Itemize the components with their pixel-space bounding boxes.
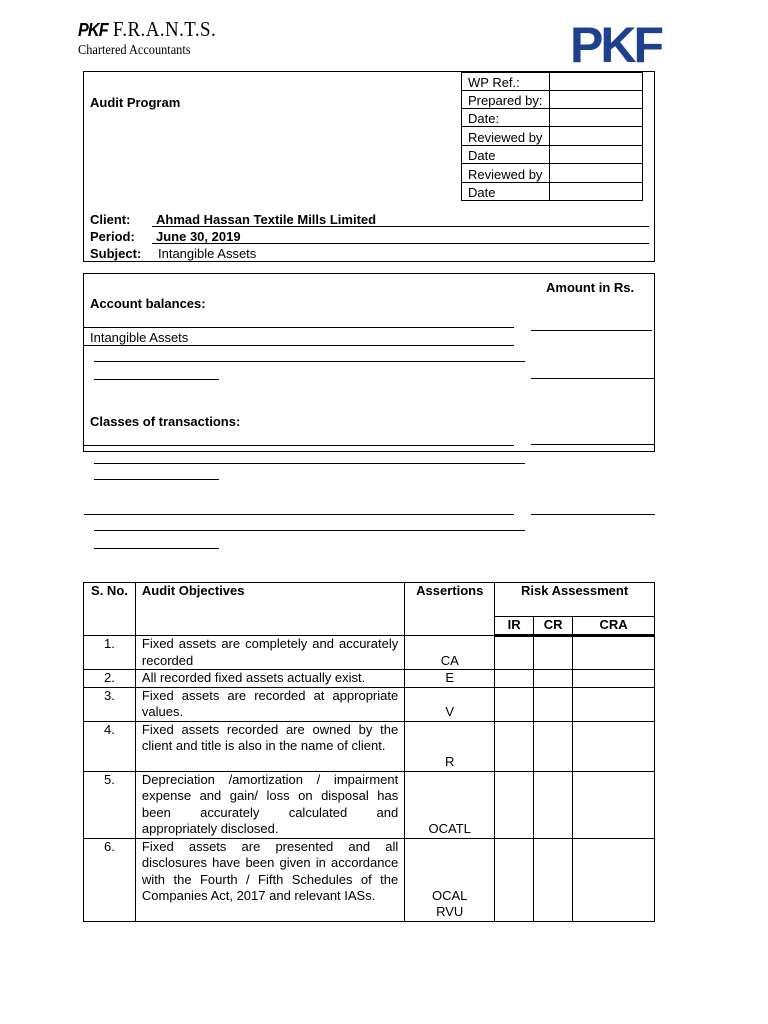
amount-line <box>531 330 652 331</box>
cr-cell <box>534 721 573 771</box>
objective-text: Fixed assets are recorded at appropriate values. <box>135 687 404 721</box>
signoff-value <box>550 73 643 91</box>
client-label: Client: <box>90 212 131 227</box>
cr-cell <box>534 687 573 721</box>
cra-cell <box>573 670 655 688</box>
objectives-header: Audit Objectives <box>135 583 404 636</box>
objective-text: Fixed assets recorded are owned by the client and title is also in the name of client. <box>135 721 404 771</box>
signoff-label: Date <box>462 146 550 164</box>
cra-header: CRA <box>573 617 655 636</box>
pkf-logo-mark <box>570 20 665 66</box>
cra-cell <box>573 771 655 838</box>
pkf-logo <box>570 20 665 71</box>
pkf-logo-text: PKF <box>570 20 661 66</box>
signoff-label: Prepared by: <box>462 91 550 109</box>
client-underline <box>152 226 649 227</box>
cra-cell <box>573 721 655 771</box>
signoff-label: Date <box>462 183 550 201</box>
signoff-value <box>550 91 643 109</box>
objective-assertion: CA <box>405 636 495 670</box>
cr-cell <box>534 838 573 921</box>
signoff-value <box>550 183 643 201</box>
firm-name <box>78 18 216 41</box>
signoff-label: Reviewed by <box>462 164 550 183</box>
program-title: Audit Program <box>90 95 181 110</box>
cr-header: CR <box>534 617 573 636</box>
firm-prefix: PKF <box>78 20 108 40</box>
signoff-row <box>462 146 643 164</box>
signoff-value <box>550 109 643 127</box>
signoff-label: Reviewed by <box>462 127 550 146</box>
objective-text: Fixed assets are completely and accurately recorded <box>135 636 404 670</box>
assertions-header: Assertions <box>405 583 495 636</box>
objective-number: 2. <box>84 670 136 688</box>
objective-text: All recorded fixed assets actually exist. <box>135 670 404 688</box>
cra-cell <box>573 838 655 921</box>
firm-branding <box>78 18 232 59</box>
classes-heading: Classes of transactions: <box>90 414 241 429</box>
signoff-row <box>462 164 643 183</box>
rule-line <box>84 445 514 446</box>
objective-assertion: E <box>405 670 495 688</box>
objective-number: 5. <box>84 771 136 838</box>
cra-cell <box>573 636 655 670</box>
rule-line <box>94 379 219 380</box>
objective-row <box>84 771 655 838</box>
cr-cell <box>534 670 573 688</box>
objective-row <box>84 838 655 921</box>
objective-assertion: OCAL RVU <box>405 838 495 921</box>
signoff-value <box>550 164 643 183</box>
risk-assessment-header: Risk Assessment <box>495 583 655 617</box>
firm-subtitle: Chartered Accountants <box>78 43 191 58</box>
client-value: Ahmad Hassan Textile Mills Limited <box>156 212 377 227</box>
rule-line <box>94 479 219 480</box>
rule-line <box>84 514 514 515</box>
account-item: Intangible Assets <box>90 330 189 345</box>
period-value: June 30, 2019 <box>156 229 241 244</box>
signoff-row <box>462 183 643 201</box>
objective-text: Fixed assets are presented and all disclosures have been given in accordance with the Fourth / Fifth Schedules of the Companies Act, 2017 and relevant IASs. <box>135 838 404 921</box>
audit-objectives-table <box>83 582 655 922</box>
ir-cell <box>495 838 534 921</box>
firm-name-text: F.R.A.N.T.S. <box>112 17 217 41</box>
ir-cell <box>495 636 534 670</box>
amount-line <box>531 444 655 445</box>
objective-row <box>84 721 655 771</box>
objective-number: 3. <box>84 687 136 721</box>
rule-line <box>84 327 514 328</box>
objective-number: 6. <box>84 838 136 921</box>
ir-header: IR <box>495 617 534 636</box>
rule-line <box>94 530 525 531</box>
objective-number: 4. <box>84 721 136 771</box>
cra-cell <box>573 687 655 721</box>
cr-cell <box>534 771 573 838</box>
period-underline <box>152 243 649 244</box>
signoff-value <box>550 127 643 146</box>
objective-row <box>84 670 655 688</box>
rule-line <box>84 345 514 346</box>
signoff-row <box>462 73 643 91</box>
signoff-table <box>461 72 643 201</box>
sno-header: S. No. <box>84 583 136 636</box>
subject-label: Subject: <box>90 246 142 261</box>
rule-line <box>94 361 525 362</box>
ir-cell <box>495 670 534 688</box>
signoff-label: WP Ref.: <box>462 73 550 91</box>
period-label: Period: <box>90 229 135 244</box>
rule-line <box>94 548 219 549</box>
rule-line <box>94 463 525 464</box>
amount-header: Amount in Rs. <box>546 280 635 295</box>
cr-cell <box>534 636 573 670</box>
objective-number: 1. <box>84 636 136 670</box>
ir-cell <box>495 771 534 838</box>
amount-line <box>531 514 655 515</box>
account-balances-heading: Account balances: <box>90 296 206 311</box>
signoff-row <box>462 91 643 109</box>
objective-assertion: R <box>405 721 495 771</box>
objective-row <box>84 687 655 721</box>
objective-assertion: OCATL <box>405 771 495 838</box>
signoff-label: Date: <box>462 109 550 127</box>
subject-value: Intangible Assets <box>158 246 257 261</box>
ir-cell <box>495 721 534 771</box>
objective-row <box>84 636 655 670</box>
signoff-value <box>550 146 643 164</box>
ir-cell <box>495 687 534 721</box>
signoff-row <box>462 109 643 127</box>
amount-line <box>531 378 655 379</box>
objective-assertion: V <box>405 687 495 721</box>
signoff-row <box>462 127 643 146</box>
objective-text: Depreciation /amortization / impairment expense and gain/ loss on disposal has been accurately calculated and appropriately disclosed. <box>135 771 404 838</box>
